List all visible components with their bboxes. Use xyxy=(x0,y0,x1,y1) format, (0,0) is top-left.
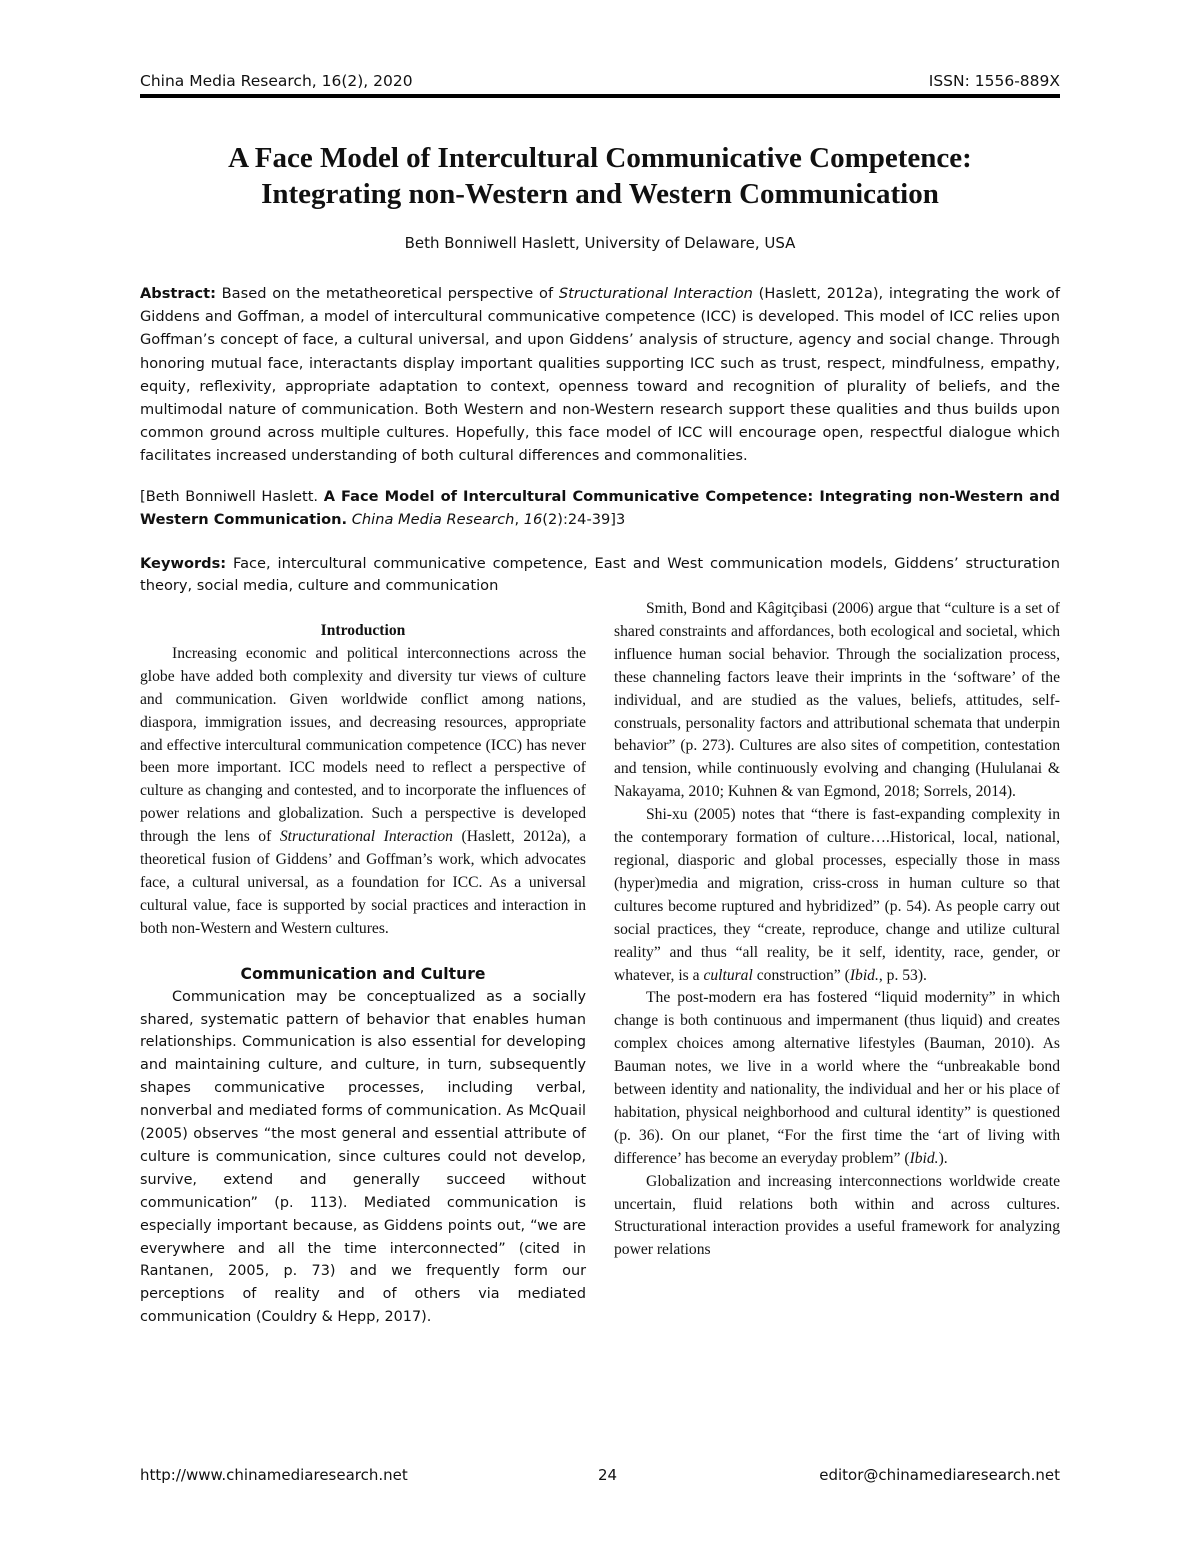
p2-text-b: construction” ( xyxy=(752,966,850,984)
citation-open: [Beth Bonniwell Haslett. xyxy=(140,488,324,505)
paper-title xyxy=(140,140,1060,212)
header-rule xyxy=(140,94,1060,98)
footer-url-link[interactable]: http://www.chinamediaresearch.net xyxy=(140,1466,408,1484)
abstract xyxy=(140,282,1060,468)
intro-text-b: (Haslett, 2012a), a theoretical fusion of Giddens’ and Goffman’s work, which advocates face, a cultural universal, as a foundation for ICC. As a universal cultural value, face is supported by social practices and interaction in both non-Western and Western cultures. xyxy=(140,828,586,937)
abstract-text-2: (Haslett, 2012a), integrating the work of Giddens and Goffman, a model of intercultural communicative competence (ICC) is developed. This model of ICC relies upon Goffman’s concept of face, a cultural universal, and upon Giddens’ analysis of structure, agency and social change. Through honoring mutual face, interactants display important qualities supporting ICC such as trust, respect, mindfulness, empathy, equity, reflexivity, appropriate adaptation to context, openness toward and recognition of plurality of beliefs, and the multimodal nature of communication. Both Western and non-Western research support these qualities and thus builds upon common ground across multiple cultures. Hopefully, this face model of ICC will encourage open, respectful dialogue which facilitates increased understanding of both cultural differences and commonalities. xyxy=(140,285,1060,465)
abstract-emphasis: Structurational Interaction xyxy=(558,285,753,302)
right-paragraph-3 xyxy=(614,987,1060,1170)
p2-text-a: Shi-xu (2005) notes that “there is fast-expanding complexity in the contemporary formation of culture….Historical, local, national, regional, diasporic and global processes, especially those in mass (hyper)media and migration, criss-cross in human culture so that cultures become ruptured and hybridized” (p. 54). As people carry out social practices, they “create, reproduce, change and utilize cultural reality” and thus “all reality, be it self, identity, race, gender, or whatever, is a xyxy=(614,806,1060,984)
page-footer xyxy=(140,1466,1060,1488)
introduction-paragraph xyxy=(140,643,586,941)
journal-citation: China Media Research, 16(2), 2020 xyxy=(140,72,413,90)
footer-email-link[interactable]: editor@chinamediaresearch.net xyxy=(819,1466,1060,1484)
citation-volume: 16 xyxy=(523,511,543,529)
page-number: 24 xyxy=(598,1466,618,1484)
p3-ibid: Ibid. xyxy=(909,1149,939,1167)
citation-journal: China Media Research xyxy=(347,511,515,529)
title-line-1: A Face Model of Intercultural Communicative Competence: xyxy=(228,142,972,174)
keywords xyxy=(140,553,1060,597)
left-column xyxy=(140,598,586,1329)
citation xyxy=(140,485,1060,531)
p2-ibid: Ibid. xyxy=(849,966,879,984)
keywords-label: Keywords: xyxy=(140,555,227,572)
p2-text-c: , p. 53). xyxy=(878,966,927,984)
title-line-2: Integrating non-Western and Western Communication xyxy=(261,178,939,210)
intro-text-a: Increasing economic and political interconnections across the globe have added both complexity and diversity tur views of culture and communication. Given worldwide conflict among nations, diaspora, immigration issues, and decreasing resources, appropriate and effective intercultural communication competence (ICC) has never been more important. ICC models need to reflect a perspective of culture as changing and contested, and to incorporate the influences of power relations and globalization. Such a perspective is developed through the lens of xyxy=(140,644,586,846)
citation-rest: (2):24-39]3 xyxy=(542,511,626,529)
keywords-text: Face, intercultural communicative competence, East and West communication models, Giddens’ structuration theory, social media, culture and communication xyxy=(140,555,1060,594)
author-line: Beth Bonniwell Haslett, University of Delaware, USA xyxy=(404,234,796,252)
citation-comma: , xyxy=(514,511,524,529)
introduction-heading: Introduction xyxy=(320,622,406,639)
p3-text-b: ). xyxy=(938,1149,948,1167)
abstract-label: Abstract: xyxy=(140,285,216,302)
abstract-text-1: Based on the metatheoretical perspective of xyxy=(215,285,559,302)
right-paragraph-2 xyxy=(614,804,1060,987)
p3-text-a: The post-modern era has fostered “liquid modernity” in which change is both continuous and impermanent (thus liquid) and creates complex choices among alternative lifestyles (Bauman, 2010). As Bauman notes, we live in a world where the “unbreakable bond between identity and nationality, the individual and her or his place of habitation, physical neighborhood and cultural identity” is questioned (p. 36). On our planet, “For the first time the ‘art of living with difference’ has become an everyday problem” ( xyxy=(614,989,1060,1167)
right-column xyxy=(614,598,1060,1262)
citation-title: A Face Model of Intercultural Communicative Competence: Integrating non-Western and Western Communication. xyxy=(140,488,1060,529)
communication-paragraph: Communication may be conceptualized as a socially shared, systematic pattern of behavior that enables human relationships. Communication is also essential for developing and maintaining culture, and culture, in turn, subsequently shapes communicative processes, including verbal, nonverbal and mediated forms of communication. As McQuail (2005) observes “the most general and essential attribute of culture is communication, since cultures could not develop, survive, extend and generally succeed without communication” (p. 113). Mediated communication is especially important because, as Giddens points out, “we are everywhere and all the time interconnected” (cited in Rantanen, 2005, p. 73) and we frequently form our perceptions of reality and of others via mediated communication (Couldry & Hepp, 2017). xyxy=(140,988,586,1326)
right-paragraph-4: Globalization and increasing interconnections worldwide create uncertain, fluid relations both within and across cultures. Structurational interaction provides a useful framework for analyzing power relations xyxy=(614,1172,1060,1259)
communication-culture-heading: Communication and Culture xyxy=(240,964,486,983)
issn: ISSN: 1556-889X xyxy=(928,72,1060,90)
intro-emphasis: Structurational Interaction xyxy=(279,828,453,846)
right-paragraph-1: Smith, Bond and Kâgitçibasi (2006) argue that “culture is a set of shared constraints and affordances, both ecological and societal, which influence human social behavior. Through the socialization process, these channeling factors leave their imprints in the ‘software’ of the individual, and are studied as the values, beliefs, attitudes, self-construals, personality factors and attributional schemata that underpin behavior” (p. 273). Cultures are also sites of competition, contestation and tension, while continuously evolving and changing (Hululanai & Nakayama, 2010; Kuhnen & van Egmond, 2018; Sorrels, 2014). xyxy=(614,600,1060,801)
running-head xyxy=(140,72,1060,94)
p2-emphasis: cultural xyxy=(703,966,753,984)
